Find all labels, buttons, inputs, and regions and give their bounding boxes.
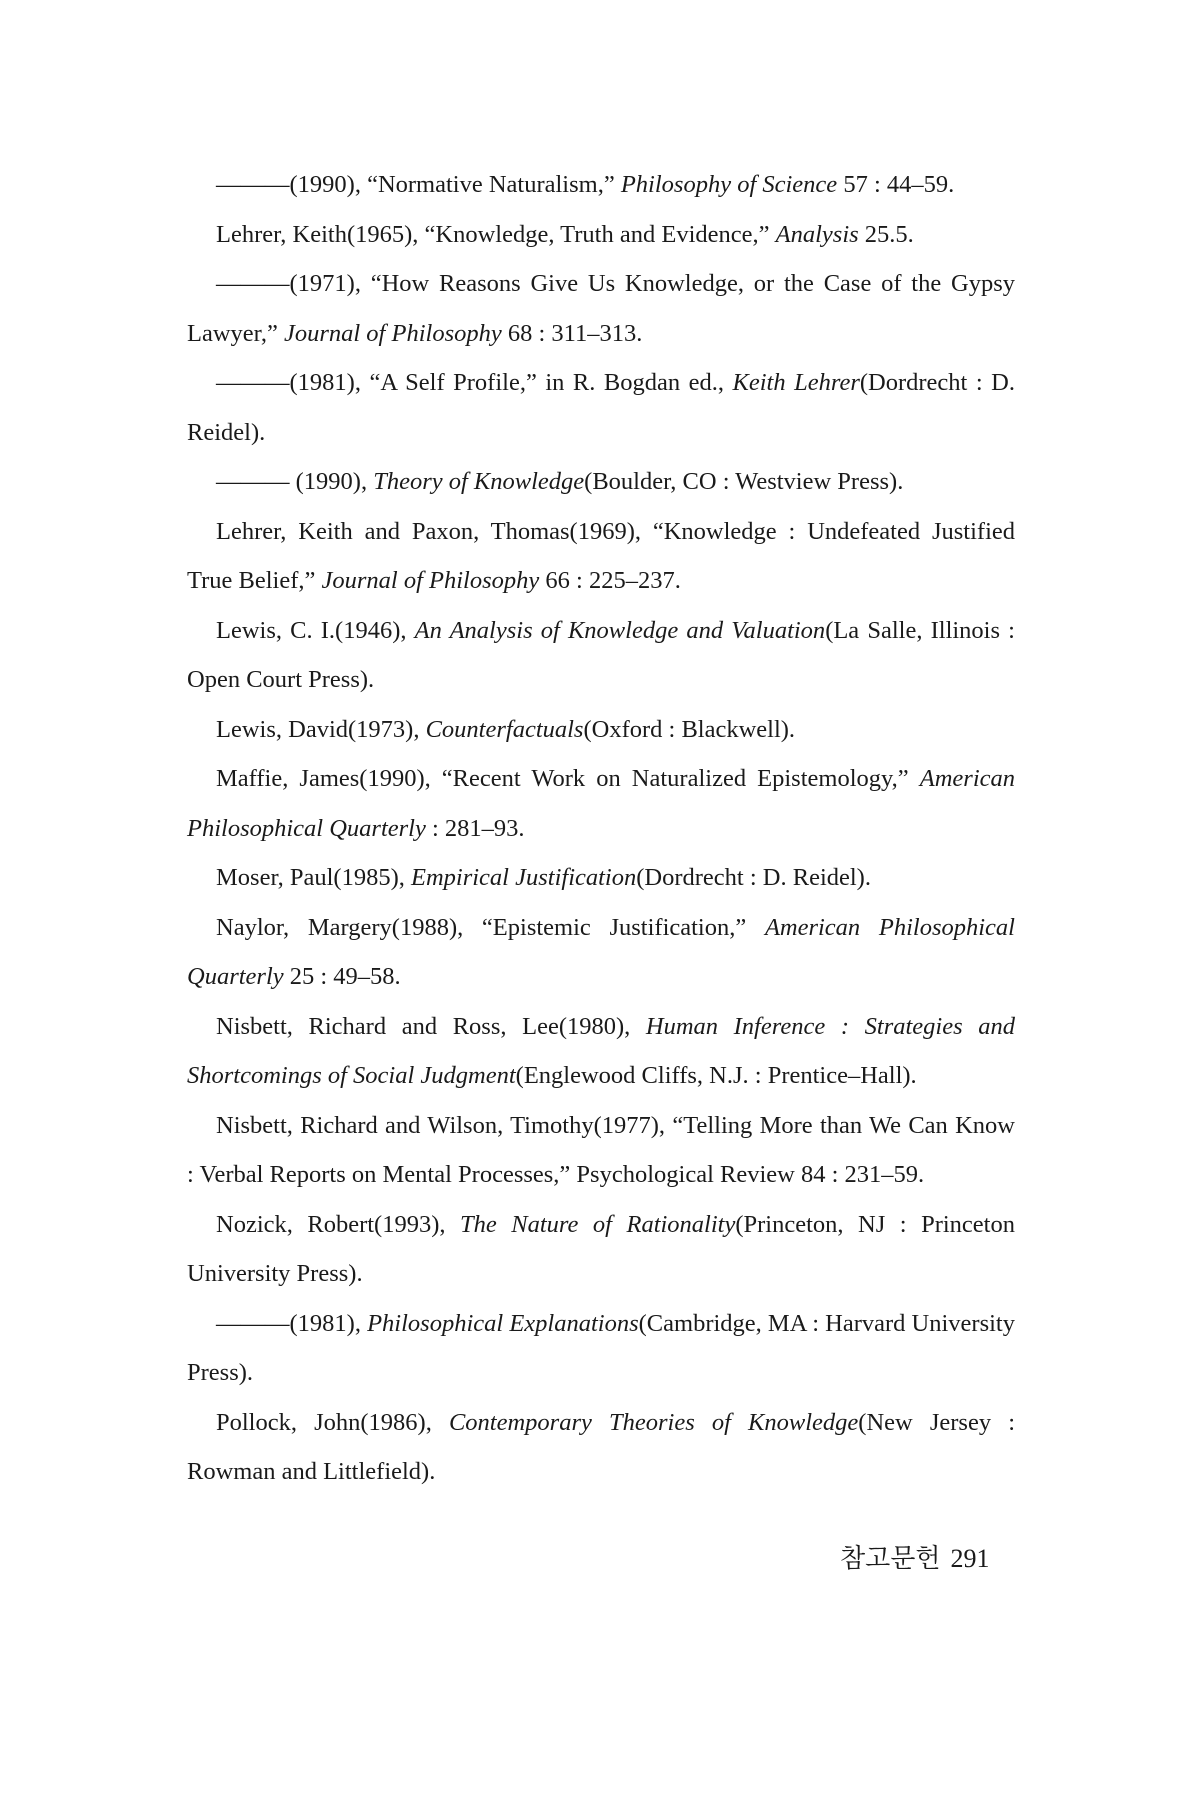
reference-entry: Moser, Paul(1985), Empirical Justification(Dordrecht : D. Reidel). — [216, 864, 871, 891]
ditto-dash: ——— — [216, 1309, 290, 1337]
ditto-dash: ——— — [216, 468, 290, 495]
reference-entry: Nisbett, Richard and Ross, Lee(1980), Human Inference : Strategies and Shortcomings of Social Judgment(Englewood Cliffs, N.J. : Prentice–Hall). — [187, 1012, 1015, 1089]
reference-entry: Lehrer, Keith and Paxon, Thomas(1969), “Knowledge : Undefeated Justified True Belief,” Journal of Philosophy 66 : 225–237. — [187, 517, 1015, 594]
page-footer — [840, 1538, 989, 1575]
reference-list — [187, 160, 1015, 1497]
reference-entry: Pollock, John(1986), Contemporary Theories of Knowledge(New Jersey : Rowman and Littlefield). — [187, 1408, 1015, 1485]
ditto-dash: ——— — [216, 270, 290, 297]
reference-entry: Naylor, Margery(1988), “Epistemic Justification,” American Philosophical Quarterly 25 : 49–58. — [187, 913, 1015, 990]
reference-entry: Lewis, David(1973), Counterfactuals(Oxford : Blackwell). — [216, 715, 796, 743]
reference-entry: ———(1981), “A Self Profile,” in R. Bogdan ed., Keith Lehrer(Dordrecht : D. Reidel). — [187, 369, 1015, 446]
reference-entry: Maffie, James(1990), “Recent Work on Naturalized Epistemology,” American Philosophical Quarterly : 281–93. — [187, 765, 1015, 842]
section-title: 참고문헌 — [840, 1544, 941, 1574]
page-number: 291 — [950, 1544, 990, 1573]
reference-entry: ———(1981), Philosophical Explanations(Cambridge, MA : Harvard University Press). — [187, 1309, 1015, 1386]
reference-entry: Lehrer, Keith(1965), “Knowledge, Truth and Evidence,” Analysis 25.5. — [216, 220, 914, 248]
reference-entry: Lewis, C. I.(1946), An Analysis of Knowledge and Valuation(La Salle, Illinois : Open Court Press). — [187, 616, 1015, 693]
reference-entry: ———(1971), “How Reasons Give Us Knowledge, or the Case of the Gypsy Lawyer,” Journal of Philosophy 68 : 311–313. — [187, 270, 1015, 347]
ditto-dash: ——— — [216, 369, 290, 396]
reference-entry: ———(1990), “Normative Naturalism,” Philosophy of Science 57 : 44–59. — [216, 171, 955, 198]
ditto-dash: ——— — [216, 171, 290, 198]
reference-entry: Nozick, Robert(1993), The Nature of Rationality(Princeton, NJ : Princeton University Press). — [187, 1210, 1015, 1287]
reference-entry: Nisbett, Richard and Wilson, Timothy(1977), “Telling More than We Can Know : Verbal Reports on Mental Processes,” Psychological Review 84 : 231–59. — [187, 1111, 1015, 1188]
reference-entry: ——— (1990), Theory of Knowledge(Boulder, CO : Westview Press). — [216, 468, 904, 495]
